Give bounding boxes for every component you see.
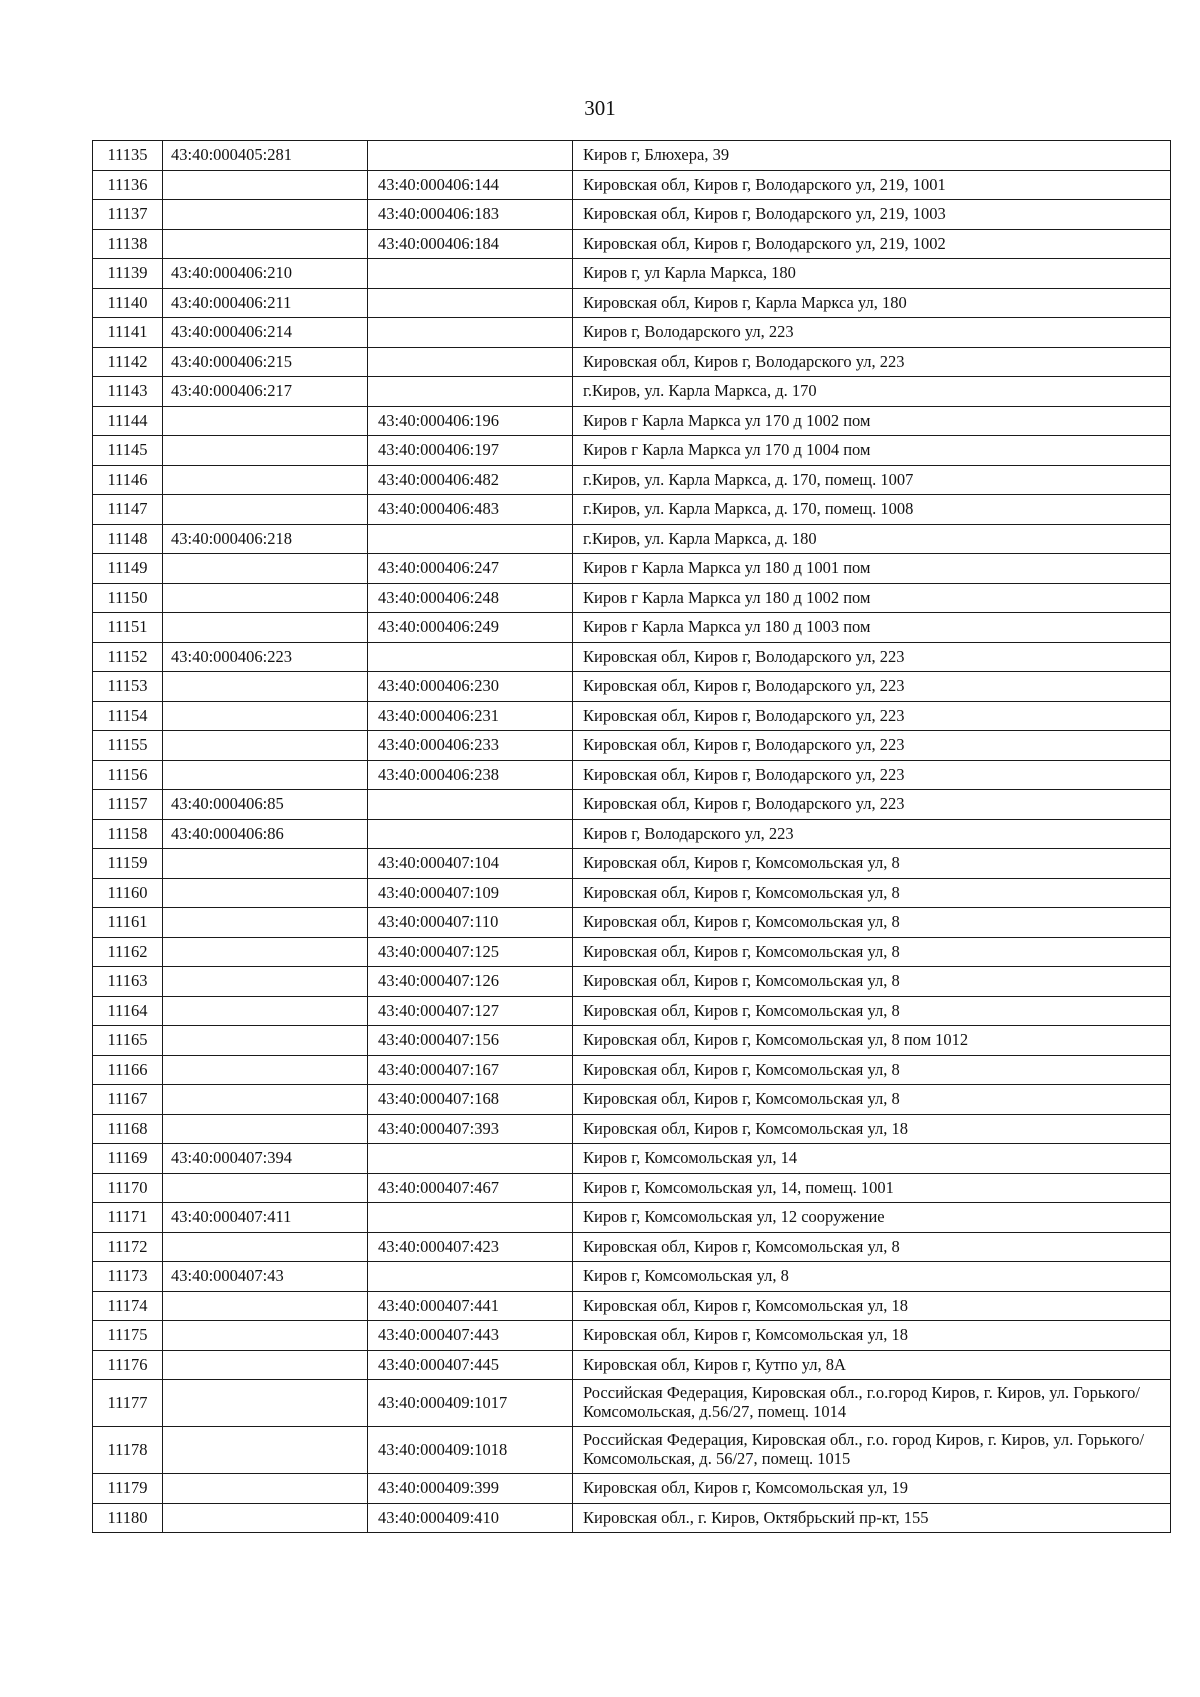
- row-number-cell: 11145: [93, 436, 163, 466]
- address-cell: г.Киров, ул. Карла Маркса, д. 180: [573, 524, 1171, 554]
- related-cadastral-number-cell: 43:40:000406:247: [368, 554, 573, 584]
- related-cadastral-number-cell: 43:40:000407:110: [368, 908, 573, 938]
- cadastral-number-cell: [163, 937, 368, 967]
- row-number-cell: 11180: [93, 1503, 163, 1533]
- table-row: [93, 1427, 1171, 1474]
- related-cadastral-number-cell: 43:40:000407:467: [368, 1173, 573, 1203]
- address-cell: Кировская обл, Киров г, Комсомольская ул, 8: [573, 1055, 1171, 1085]
- row-number-cell: 11155: [93, 731, 163, 761]
- cadastral-number-cell: 43:40:000406:211: [163, 288, 368, 318]
- cadastral-number-cell: 43:40:000407:43: [163, 1262, 368, 1292]
- cadastral-number-cell: [163, 170, 368, 200]
- related-cadastral-number-cell: 43:40:000406:248: [368, 583, 573, 613]
- row-number-cell: 11149: [93, 554, 163, 584]
- related-cadastral-number-cell: [368, 642, 573, 672]
- related-cadastral-number-cell: [368, 1262, 573, 1292]
- table-row: [93, 878, 1171, 908]
- related-cadastral-number-cell: 43:40:000407:126: [368, 967, 573, 997]
- table-row: [93, 1262, 1171, 1292]
- table-row: [93, 465, 1171, 495]
- address-cell: г.Киров, ул. Карла Маркса, д. 170, помещ. 1008: [573, 495, 1171, 525]
- address-cell: Киров г, Володарского ул, 223: [573, 819, 1171, 849]
- registry-body: [93, 141, 1171, 1533]
- cadastral-number-cell: [163, 1114, 368, 1144]
- table-row: [93, 1321, 1171, 1351]
- row-number-cell: 11175: [93, 1321, 163, 1351]
- related-cadastral-number-cell: 43:40:000407:125: [368, 937, 573, 967]
- row-number-cell: 11138: [93, 229, 163, 259]
- table-row: [93, 259, 1171, 289]
- address-cell: г.Киров, ул. Карла Маркса, д. 170: [573, 377, 1171, 407]
- address-cell: Кировская обл, Киров г, Комсомольская ул, 8: [573, 908, 1171, 938]
- related-cadastral-number-cell: 43:40:000407:109: [368, 878, 573, 908]
- related-cadastral-number-cell: 43:40:000406:196: [368, 406, 573, 436]
- cadastral-number-cell: [163, 1427, 368, 1474]
- related-cadastral-number-cell: 43:40:000406:184: [368, 229, 573, 259]
- table-row: [93, 908, 1171, 938]
- cadastral-number-cell: [163, 908, 368, 938]
- table-row: [93, 1350, 1171, 1380]
- cadastral-number-cell: 43:40:000406:214: [163, 318, 368, 348]
- table-row: [93, 1503, 1171, 1533]
- row-number-cell: 11179: [93, 1474, 163, 1504]
- row-number-cell: 11176: [93, 1350, 163, 1380]
- table-row: [93, 849, 1171, 879]
- cadastral-number-cell: [163, 583, 368, 613]
- related-cadastral-number-cell: [368, 377, 573, 407]
- address-cell: Киров г, Блюхера, 39: [573, 141, 1171, 171]
- cadastral-number-cell: [163, 200, 368, 230]
- related-cadastral-number-cell: 43:40:000406:197: [368, 436, 573, 466]
- row-number-cell: 11177: [93, 1380, 163, 1427]
- cadastral-number-cell: 43:40:000406:217: [163, 377, 368, 407]
- cadastral-number-cell: [163, 1474, 368, 1504]
- related-cadastral-number-cell: 43:40:000406:482: [368, 465, 573, 495]
- address-cell: г.Киров, ул. Карла Маркса, д. 170, помещ. 1007: [573, 465, 1171, 495]
- address-cell: Кировская обл, Киров г, Володарского ул, 223: [573, 731, 1171, 761]
- cadastral-number-cell: [163, 849, 368, 879]
- table-row: [93, 1026, 1171, 1056]
- address-cell: Кировская обл, Киров г, Комсомольская ул, 8: [573, 996, 1171, 1026]
- row-number-cell: 11150: [93, 583, 163, 613]
- related-cadastral-number-cell: [368, 288, 573, 318]
- address-cell: Кировская обл, Киров г, Кутпо ул, 8А: [573, 1350, 1171, 1380]
- table-row: [93, 1474, 1171, 1504]
- table-row: [93, 1232, 1171, 1262]
- table-row: [93, 200, 1171, 230]
- row-number-cell: 11136: [93, 170, 163, 200]
- related-cadastral-number-cell: 43:40:000406:183: [368, 200, 573, 230]
- table-row: [93, 1380, 1171, 1427]
- related-cadastral-number-cell: [368, 524, 573, 554]
- table-row: [93, 229, 1171, 259]
- row-number-cell: 11143: [93, 377, 163, 407]
- cadastral-number-cell: [163, 1380, 368, 1427]
- table-row: [93, 672, 1171, 702]
- related-cadastral-number-cell: [368, 1203, 573, 1233]
- related-cadastral-number-cell: 43:40:000409:1017: [368, 1380, 573, 1427]
- address-cell: Кировская обл, Киров г, Карла Маркса ул, 180: [573, 288, 1171, 318]
- row-number-cell: 11154: [93, 701, 163, 731]
- cadastral-number-cell: [163, 1321, 368, 1351]
- row-number-cell: 11168: [93, 1114, 163, 1144]
- cadastral-number-cell: 43:40:000405:281: [163, 141, 368, 171]
- row-number-cell: 11172: [93, 1232, 163, 1262]
- related-cadastral-number-cell: 43:40:000407:441: [368, 1291, 573, 1321]
- address-cell: Киров г Карла Маркса ул 180 д 1001 пом: [573, 554, 1171, 584]
- related-cadastral-number-cell: 43:40:000407:443: [368, 1321, 573, 1351]
- related-cadastral-number-cell: 43:40:000407:168: [368, 1085, 573, 1115]
- related-cadastral-number-cell: 43:40:000407:104: [368, 849, 573, 879]
- related-cadastral-number-cell: 43:40:000407:127: [368, 996, 573, 1026]
- table-row: [93, 1173, 1171, 1203]
- address-cell: Кировская обл, Киров г, Володарского ул, 219, 1002: [573, 229, 1171, 259]
- row-number-cell: 11158: [93, 819, 163, 849]
- table-row: [93, 642, 1171, 672]
- row-number-cell: 11165: [93, 1026, 163, 1056]
- table-row: [93, 377, 1171, 407]
- table-row: [93, 1144, 1171, 1174]
- cadastral-number-cell: [163, 701, 368, 731]
- related-cadastral-number-cell: 43:40:000406:230: [368, 672, 573, 702]
- row-number-cell: 11151: [93, 613, 163, 643]
- related-cadastral-number-cell: 43:40:000407:393: [368, 1114, 573, 1144]
- related-cadastral-number-cell: 43:40:000409:399: [368, 1474, 573, 1504]
- related-cadastral-number-cell: 43:40:000406:238: [368, 760, 573, 790]
- table-row: [93, 790, 1171, 820]
- address-cell: Кировская обл, Киров г, Комсомольская ул, 8 пом 1012: [573, 1026, 1171, 1056]
- address-cell: Киров г, Комсомольская ул, 14, помещ. 1001: [573, 1173, 1171, 1203]
- table-row: [93, 554, 1171, 584]
- related-cadastral-number-cell: 43:40:000409:1018: [368, 1427, 573, 1474]
- row-number-cell: 11140: [93, 288, 163, 318]
- row-number-cell: 11152: [93, 642, 163, 672]
- table-row: [93, 347, 1171, 377]
- related-cadastral-number-cell: [368, 347, 573, 377]
- table-row: [93, 1085, 1171, 1115]
- cadastral-number-cell: [163, 1350, 368, 1380]
- cadastral-number-cell: [163, 1055, 368, 1085]
- row-number-cell: 11161: [93, 908, 163, 938]
- address-cell: Российская Федерация, Кировская обл., г.о.город Киров, г. Киров, ул. Горького/Комсомольская, д.56/27, помещ. 1014: [573, 1380, 1171, 1427]
- address-cell: Кировская обл, Киров г, Комсомольская ул, 18: [573, 1114, 1171, 1144]
- table-row: [93, 1055, 1171, 1085]
- cadastral-number-cell: [163, 1232, 368, 1262]
- related-cadastral-number-cell: [368, 259, 573, 289]
- table-row: [93, 819, 1171, 849]
- cadastral-number-cell: [163, 613, 368, 643]
- table-row: [93, 318, 1171, 348]
- cadastral-number-cell: [163, 1173, 368, 1203]
- table-row: [93, 436, 1171, 466]
- address-cell: Кировская обл, Киров г, Володарского ул, 223: [573, 760, 1171, 790]
- address-cell: Киров г Карла Маркса ул 180 д 1003 пом: [573, 613, 1171, 643]
- cadastral-number-cell: 43:40:000406:210: [163, 259, 368, 289]
- address-cell: Кировская обл, Киров г, Комсомольская ул, 8: [573, 849, 1171, 879]
- related-cadastral-number-cell: 43:40:000409:410: [368, 1503, 573, 1533]
- cadastral-number-cell: 43:40:000406:86: [163, 819, 368, 849]
- row-number-cell: 11135: [93, 141, 163, 171]
- row-number-cell: 11170: [93, 1173, 163, 1203]
- address-cell: Кировская обл, Киров г, Комсомольская ул, 8: [573, 1232, 1171, 1262]
- address-cell: Киров г, Комсомольская ул, 14: [573, 1144, 1171, 1174]
- cadastral-number-cell: [163, 672, 368, 702]
- cadastral-number-cell: [163, 495, 368, 525]
- row-number-cell: 11142: [93, 347, 163, 377]
- row-number-cell: 11167: [93, 1085, 163, 1115]
- address-cell: Российская Федерация, Кировская обл., г.о. город Киров, г. Киров, ул. Горького/Комсомольская, д. 56/27, помещ. 1015: [573, 1427, 1171, 1474]
- row-number-cell: 11147: [93, 495, 163, 525]
- table-row: [93, 760, 1171, 790]
- page-number: 301: [584, 96, 616, 120]
- address-cell: Кировская обл, Киров г, Комсомольская ул, 8: [573, 967, 1171, 997]
- cadastral-number-cell: [163, 967, 368, 997]
- table-row: [93, 141, 1171, 171]
- address-cell: Киров г Карла Маркса ул 180 д 1002 пом: [573, 583, 1171, 613]
- cadastral-number-cell: [163, 465, 368, 495]
- table-row: [93, 1203, 1171, 1233]
- related-cadastral-number-cell: 43:40:000407:156: [368, 1026, 573, 1056]
- address-cell: Кировская обл., г. Киров, Октябрьский пр-кт, 155: [573, 1503, 1171, 1533]
- address-cell: Кировская обл, Киров г, Володарского ул, 223: [573, 642, 1171, 672]
- address-cell: Кировская обл, Киров г, Володарского ул, 223: [573, 672, 1171, 702]
- address-cell: Кировская обл, Киров г, Володарского ул, 223: [573, 347, 1171, 377]
- related-cadastral-number-cell: 43:40:000406:144: [368, 170, 573, 200]
- row-number-cell: 11156: [93, 760, 163, 790]
- row-number-cell: 11163: [93, 967, 163, 997]
- row-number-cell: 11173: [93, 1262, 163, 1292]
- table-row: [93, 613, 1171, 643]
- table-row: [93, 701, 1171, 731]
- cadastral-number-cell: 43:40:000406:85: [163, 790, 368, 820]
- address-cell: Киров г Карла Маркса ул 170 д 1002 пом: [573, 406, 1171, 436]
- cadastral-number-cell: [163, 996, 368, 1026]
- cadastral-number-cell: [163, 878, 368, 908]
- row-number-cell: 11160: [93, 878, 163, 908]
- row-number-cell: 11137: [93, 200, 163, 230]
- table-row: [93, 170, 1171, 200]
- address-cell: Кировская обл, Киров г, Комсомольская ул, 8: [573, 1085, 1171, 1115]
- address-cell: Кировская обл, Киров г, Володарского ул, 223: [573, 790, 1171, 820]
- row-number-cell: 11178: [93, 1427, 163, 1474]
- row-number-cell: 11159: [93, 849, 163, 879]
- table-row: [93, 1291, 1171, 1321]
- cadastral-number-cell: 43:40:000407:394: [163, 1144, 368, 1174]
- table-row: [93, 495, 1171, 525]
- cadastral-number-cell: [163, 436, 368, 466]
- row-number-cell: 11148: [93, 524, 163, 554]
- related-cadastral-number-cell: 43:40:000407:167: [368, 1055, 573, 1085]
- address-cell: Кировская обл, Киров г, Комсомольская ул, 18: [573, 1291, 1171, 1321]
- cadastral-number-cell: [163, 229, 368, 259]
- row-number-cell: 11139: [93, 259, 163, 289]
- row-number-cell: 11174: [93, 1291, 163, 1321]
- related-cadastral-number-cell: [368, 141, 573, 171]
- related-cadastral-number-cell: 43:40:000406:233: [368, 731, 573, 761]
- cadastral-number-cell: 43:40:000407:411: [163, 1203, 368, 1233]
- related-cadastral-number-cell: [368, 1144, 573, 1174]
- table-row: [93, 996, 1171, 1026]
- address-cell: Кировская обл, Киров г, Комсомольская ул, 8: [573, 937, 1171, 967]
- address-cell: Кировская обл, Киров г, Володарского ул, 219, 1003: [573, 200, 1171, 230]
- table-row: [93, 583, 1171, 613]
- cadastral-number-cell: [163, 1503, 368, 1533]
- address-cell: Киров г, Комсомольская ул, 8: [573, 1262, 1171, 1292]
- related-cadastral-number-cell: 43:40:000406:249: [368, 613, 573, 643]
- table-row: [93, 288, 1171, 318]
- related-cadastral-number-cell: 43:40:000406:483: [368, 495, 573, 525]
- cadastral-number-cell: 43:40:000406:223: [163, 642, 368, 672]
- row-number-cell: 11153: [93, 672, 163, 702]
- cadastral-number-cell: [163, 1026, 368, 1056]
- cadastral-number-cell: [163, 554, 368, 584]
- cadastral-number-cell: [163, 406, 368, 436]
- table-row: [93, 1114, 1171, 1144]
- address-cell: Кировская обл, Киров г, Комсомольская ул, 8: [573, 878, 1171, 908]
- table-row: [93, 731, 1171, 761]
- row-number-cell: 11166: [93, 1055, 163, 1085]
- cadastral-number-cell: [163, 731, 368, 761]
- related-cadastral-number-cell: [368, 790, 573, 820]
- related-cadastral-number-cell: 43:40:000407:423: [368, 1232, 573, 1262]
- row-number-cell: 11144: [93, 406, 163, 436]
- table-row: [93, 967, 1171, 997]
- cadastral-number-cell: 43:40:000406:215: [163, 347, 368, 377]
- cadastral-number-cell: [163, 1085, 368, 1115]
- related-cadastral-number-cell: [368, 819, 573, 849]
- address-cell: Киров г Карла Маркса ул 170 д 1004 пом: [573, 436, 1171, 466]
- row-number-cell: 11141: [93, 318, 163, 348]
- row-number-cell: 11146: [93, 465, 163, 495]
- row-number-cell: 11164: [93, 996, 163, 1026]
- row-number-cell: 11171: [93, 1203, 163, 1233]
- related-cadastral-number-cell: 43:40:000406:231: [368, 701, 573, 731]
- address-cell: Киров г, ул Карла Маркса, 180: [573, 259, 1171, 289]
- row-number-cell: 11162: [93, 937, 163, 967]
- table-row: [93, 937, 1171, 967]
- address-cell: Кировская обл, Киров г, Комсомольская ул, 18: [573, 1321, 1171, 1351]
- address-cell: Кировская обл, Киров г, Комсомольская ул, 19: [573, 1474, 1171, 1504]
- table-row: [93, 406, 1171, 436]
- related-cadastral-number-cell: [368, 318, 573, 348]
- cadastral-number-cell: [163, 760, 368, 790]
- registry-table: [92, 140, 1171, 1533]
- row-number-cell: 11157: [93, 790, 163, 820]
- address-cell: Киров г, Комсомольская ул, 12 сооружение: [573, 1203, 1171, 1233]
- related-cadastral-number-cell: 43:40:000407:445: [368, 1350, 573, 1380]
- table-row: [93, 524, 1171, 554]
- row-number-cell: 11169: [93, 1144, 163, 1174]
- address-cell: Кировская обл, Киров г, Володарского ул, 223: [573, 701, 1171, 731]
- cadastral-number-cell: [163, 1291, 368, 1321]
- address-cell: Кировская обл, Киров г, Володарского ул, 219, 1001: [573, 170, 1171, 200]
- address-cell: Киров г, Володарского ул, 223: [573, 318, 1171, 348]
- cadastral-number-cell: 43:40:000406:218: [163, 524, 368, 554]
